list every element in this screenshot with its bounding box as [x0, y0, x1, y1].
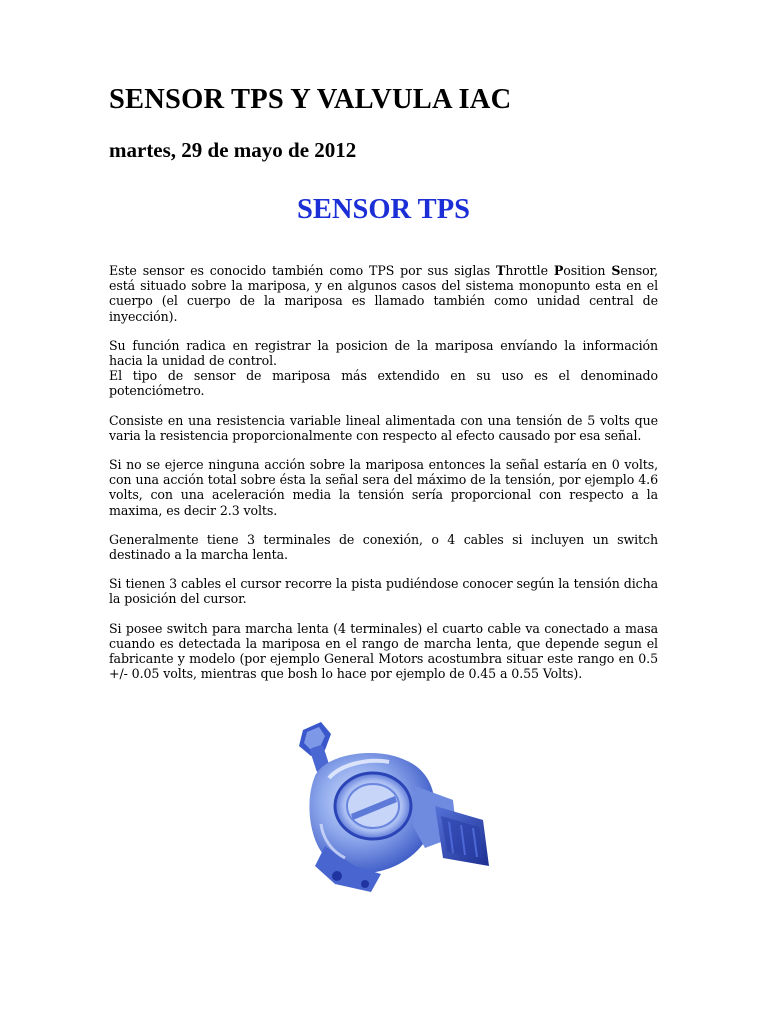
section-heading: SENSOR TPS: [297, 194, 470, 225]
throttle-body-image: [285, 716, 491, 899]
paragraph-switch: Si posee switch para marcha lenta (4 terminales) el cuarto cable va conectado a masa cuando es detectada la mariposa en el rango de marcha lenta, que depende segun el fabricante y modelo (por ejemplo General Motors acostumbra situar este rango en 0.5 +/- 0.05 volts, mientras que bosh lo hace por ejemplo de 0.45 a 0.55 Volts).: [109, 620, 658, 682]
paragraph-resistance: Consiste en una resistencia variable lineal alimentada con una tensión de 5 volts que varia la resistencia proporcionalmente con respecto al efecto causado por esa señal.: [109, 412, 658, 443]
document-title: SENSOR TPS Y VALVULA IAC: [109, 84, 512, 115]
throttle-body-illustration: [285, 716, 491, 899]
paragraph-terminals: Generalmente tiene 3 terminales de conexión, o 4 cables si incluyen un switch destinado a la marcha lenta.: [109, 531, 658, 563]
body-text: [109, 263, 658, 695]
paragraph-sensor-type: El tipo de sensor de mariposa más extendido en su uso es el denominado potenciómetro.: [109, 368, 658, 399]
paragraph-function: Su función radica en registrar la posicion de la mariposa envíando la información hacia la unidad de control.: [109, 337, 658, 369]
document-date: martes, 29 de mayo de 2012: [109, 138, 357, 162]
paragraph-intro: Este sensor es conocido también como TPS por sus siglas Throttle Position Sensor, está situado sobre la mariposa, y en algunos casos del sistema monopunto esta en el cuerpo (el cuerpo de la mariposa es llamado también como unidad central de inyección).: [109, 263, 658, 324]
paragraph-cables: Si tienen 3 cables el cursor recorre la pista pudiéndose conocer según la tensión dicha la posición del cursor.: [109, 576, 658, 607]
paragraph-voltage: Si no se ejerce ninguna acción sobre la mariposa entonces la señal estaría en 0 volts, con una acción total sobre ésta la señal sera del máximo de la tensión, por ejemplo 4.6 volts, con una aceleración media la tensión sería proporcional con respecto a la maxima, es decir 2.3 volts.: [109, 457, 658, 518]
